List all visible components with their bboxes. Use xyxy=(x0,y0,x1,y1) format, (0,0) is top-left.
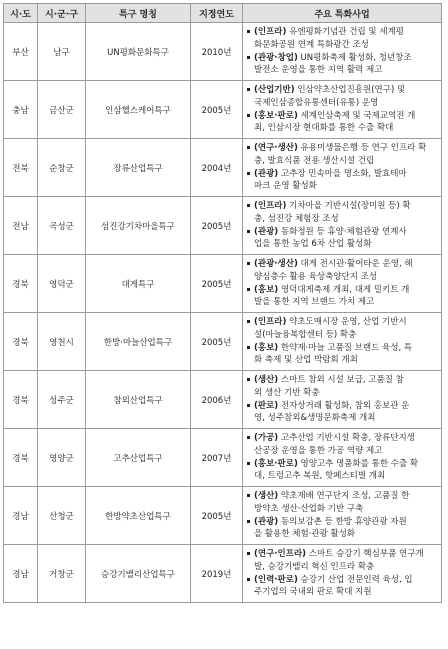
cell-year: 2004년 xyxy=(191,139,243,197)
cell-city: 순창군 xyxy=(38,139,86,197)
project-text: 국제인삼종합유통센터(유통) 운영 xyxy=(254,97,379,108)
project-bullet-line xyxy=(247,432,438,445)
project-category-tag: (가공) xyxy=(254,432,279,443)
project-continuation-line xyxy=(247,238,438,251)
cell-zone-name: 한방약초산업특구 xyxy=(86,487,191,545)
cell-city: 곡성군 xyxy=(38,197,86,255)
cell-year: 2005년 xyxy=(191,313,243,371)
project-continuation-line xyxy=(247,155,438,168)
project-bullet-line xyxy=(247,142,438,155)
cell-city: 금산군 xyxy=(38,81,86,139)
header-city: 시·군·구 xyxy=(38,4,86,23)
project-continuation-line xyxy=(247,528,438,541)
cell-city: 산청군 xyxy=(38,487,86,545)
cell-province: 부산 xyxy=(4,23,38,81)
project-bullet-line xyxy=(247,574,438,587)
project-bullet-line xyxy=(247,374,438,387)
project-category-tag: (관광·생산) xyxy=(254,258,298,269)
project-continuation-line xyxy=(247,354,438,367)
cell-year: 2007년 xyxy=(191,429,243,487)
project-text: 설(마늘융복합센터 등) 확충 xyxy=(254,329,357,340)
project-bullet-line xyxy=(247,110,438,123)
project-bullet-line xyxy=(247,548,438,561)
project-text: 방약초 생산·산업화 기반 구축 xyxy=(254,503,364,514)
project-text: 고추장 민속마을 명소화, 발효테마 xyxy=(278,168,407,179)
cell-main-projects xyxy=(243,545,442,603)
project-category-tag: (연구·생산) xyxy=(254,142,298,153)
cell-main-projects xyxy=(243,371,442,429)
project-continuation-line xyxy=(247,445,438,458)
project-continuation-line xyxy=(247,412,438,425)
cell-city: 남구 xyxy=(38,23,86,81)
cell-province: 전북 xyxy=(4,139,38,197)
cell-province: 경북 xyxy=(4,371,38,429)
cell-zone-name: 인삼헬스케어특구 xyxy=(86,81,191,139)
cell-province: 경남 xyxy=(4,487,38,545)
project-text: UN평화축제 활성화, 청년창조 xyxy=(297,52,412,63)
project-bullet-line xyxy=(247,258,438,271)
special-zone-table xyxy=(3,3,442,603)
cell-province: 경북 xyxy=(4,313,38,371)
project-text: 스마트 승강기 핵심부품 연구개 xyxy=(306,548,424,559)
project-category-tag: (홍보·판로) xyxy=(254,110,298,121)
cell-year: 2005년 xyxy=(191,197,243,255)
project-category-tag: (생산) xyxy=(254,374,279,385)
cell-main-projects xyxy=(243,255,442,313)
cell-zone-name: 참외산업특구 xyxy=(86,371,191,429)
cell-zone-name: 장류산업특구 xyxy=(86,139,191,197)
project-continuation-line xyxy=(247,470,438,483)
cell-city: 거창군 xyxy=(38,545,86,603)
project-bullet-line xyxy=(247,26,438,39)
project-text: 외 생산 기반 확충 xyxy=(254,387,320,398)
project-text: 충, 섬진강 체험장 조성 xyxy=(254,213,339,224)
project-text: 업을 통한 농업 6차 산업 활성화 xyxy=(254,239,372,250)
project-text: 유엔평화기념관 건립 및 세계평 xyxy=(286,26,404,37)
project-continuation-line xyxy=(247,586,438,599)
project-bullet-line xyxy=(247,458,438,471)
header-year: 지정연도 xyxy=(191,4,243,23)
project-text: 양심층수 활용 육상축양단지 조성 xyxy=(254,271,378,282)
project-bullet-line xyxy=(247,284,438,297)
cell-city: 영양군 xyxy=(38,429,86,487)
project-bullet-line xyxy=(247,316,438,329)
project-category-tag: (생산) xyxy=(254,490,279,501)
table-row xyxy=(4,81,442,139)
project-category-tag: (인프라) xyxy=(254,316,287,327)
project-continuation-line xyxy=(247,387,438,400)
cell-main-projects xyxy=(243,487,442,545)
cell-zone-name: 섬진강기차마을특구 xyxy=(86,197,191,255)
cell-year: 2005년 xyxy=(191,81,243,139)
project-category-tag: (홍보) xyxy=(254,284,279,295)
cell-year: 2005년 xyxy=(191,487,243,545)
cell-zone-name: UN평화문화특구 xyxy=(86,23,191,81)
cell-zone-name: 한방·마늘산업특구 xyxy=(86,313,191,371)
project-category-tag: (홍보) xyxy=(254,342,279,353)
project-text: 전자상거래 활성화, 참외 홍보관 운 xyxy=(278,400,410,411)
project-text: 을 활용한 체험·관광 활성화 xyxy=(254,529,356,540)
cell-province: 충남 xyxy=(4,81,38,139)
table-body xyxy=(4,23,442,603)
project-text: 발전소 운영을 통한 지역 활력 제고 xyxy=(254,65,383,76)
project-bullet-line xyxy=(247,490,438,503)
project-category-tag: (홍보·판로) xyxy=(254,458,298,469)
table-row xyxy=(4,371,442,429)
project-text: 인삼약초산업진흥원(연구) 및 xyxy=(294,84,406,95)
project-category-tag: (관광·창업) xyxy=(254,52,298,63)
project-continuation-line xyxy=(247,64,438,77)
project-text: 약초재배 연구단지 조성, 고품질 한 xyxy=(278,490,410,501)
project-text: 동의보감촌 등 한방 휴양관광 자원 xyxy=(278,516,407,527)
table-row xyxy=(4,545,442,603)
project-text: 영, 성주참외&생명문화축제 개최 xyxy=(254,413,376,424)
table-row xyxy=(4,313,442,371)
project-category-tag: (판로) xyxy=(254,400,279,411)
project-bullet-line xyxy=(247,400,438,413)
cell-main-projects xyxy=(243,197,442,255)
project-category-tag: (인프라) xyxy=(254,26,287,37)
project-text: 최, 인삼시장 현대화를 통한 수출 확대 xyxy=(254,123,394,134)
table-row xyxy=(4,139,442,197)
project-text: 대, 트렁고추 복원, 핫페스티벌 개최 xyxy=(254,471,386,482)
table-container xyxy=(3,3,442,603)
table-row xyxy=(4,255,442,313)
project-category-tag: (관광) xyxy=(254,226,279,237)
project-continuation-line xyxy=(247,329,438,342)
cell-city: 영덕군 xyxy=(38,255,86,313)
table-row xyxy=(4,429,442,487)
cell-main-projects xyxy=(243,81,442,139)
project-category-tag: (인프라) xyxy=(254,200,287,211)
header-province: 시·도 xyxy=(4,4,38,23)
project-continuation-line xyxy=(247,561,438,574)
project-bullet-line xyxy=(247,342,438,355)
project-continuation-line xyxy=(247,503,438,516)
project-category-tag: (인력·판로) xyxy=(254,574,298,585)
project-text: 주기업의 국내외 판로 확대 지원 xyxy=(254,587,372,598)
project-category-tag: (산업기반) xyxy=(254,84,295,95)
cell-main-projects xyxy=(243,23,442,81)
project-continuation-line xyxy=(247,180,438,193)
project-bullet-line xyxy=(247,226,438,239)
cell-year: 2010년 xyxy=(191,23,243,81)
project-text: 유용미생물은행 등 연구 인프라 확 xyxy=(297,142,427,153)
project-text: 세계인삼축제 및 국제교역전 개 xyxy=(297,110,416,121)
cell-zone-name: 대게특구 xyxy=(86,255,191,313)
table-row xyxy=(4,23,442,81)
project-bullet-line xyxy=(247,52,438,65)
cell-province: 전남 xyxy=(4,197,38,255)
project-text: 화 축제 및 산업 박람회 개최 xyxy=(254,355,358,366)
project-continuation-line xyxy=(247,296,438,309)
project-bullet-line xyxy=(247,516,438,529)
cell-main-projects xyxy=(243,139,442,197)
project-text: 영덕대게축제 개최, 대게 밀키트 개 xyxy=(278,284,410,295)
project-text: 승강기 산업 전문인력 육성, 입 xyxy=(297,574,413,585)
cell-city: 영천시 xyxy=(38,313,86,371)
project-bullet-line xyxy=(247,200,438,213)
header-row xyxy=(4,4,442,23)
cell-main-projects xyxy=(243,429,442,487)
project-category-tag: (관광) xyxy=(254,168,279,179)
project-continuation-line xyxy=(247,122,438,135)
project-bullet-line xyxy=(247,84,438,97)
project-text: 대게 전시관·활어타운 운영, 해 xyxy=(297,258,413,269)
table-row xyxy=(4,487,442,545)
project-text: 화문화공원 연계 특화광간 조성 xyxy=(254,39,369,50)
cell-province: 경남 xyxy=(4,545,38,603)
cell-province: 경북 xyxy=(4,429,38,487)
project-text: 발을 통한 지역 브랜드 가치 제고 xyxy=(254,297,375,308)
project-text: 동화정원 등 휴양·체험관광 연계사 xyxy=(278,226,407,237)
project-bullet-line xyxy=(247,168,438,181)
cell-province: 경북 xyxy=(4,255,38,313)
project-text: 고추산업 기반시설 확충, 장류단지생 xyxy=(278,432,415,443)
cell-zone-name: 고추산업특구 xyxy=(86,429,191,487)
project-text: 기차마을 기반시설(장미원 등) 확 xyxy=(286,200,411,211)
project-text: 영양고추 명품화를 통한 수출 확 xyxy=(297,458,419,469)
cell-year: 2005년 xyxy=(191,255,243,313)
cell-main-projects xyxy=(243,313,442,371)
project-continuation-line xyxy=(247,213,438,226)
project-category-tag: (관광) xyxy=(254,516,279,527)
header-main-projects: 주요 특화사업 xyxy=(243,4,442,23)
project-continuation-line xyxy=(247,271,438,284)
header-zone-name: 특구 명칭 xyxy=(86,4,191,23)
project-category-tag: (연구·인프라) xyxy=(254,548,307,559)
cell-zone-name: 승강기밸리산업특구 xyxy=(86,545,191,603)
table-row xyxy=(4,197,442,255)
project-text: 약초도매시장 운영, 산업 기반시 xyxy=(286,316,407,327)
project-text: 발, 승강기밸리 혁신 인프라 확충 xyxy=(254,561,375,572)
project-continuation-line xyxy=(247,97,438,110)
project-text: 스마트 참외 시설 보급, 고품질 참 xyxy=(278,374,404,385)
cell-city: 성주군 xyxy=(38,371,86,429)
project-continuation-line xyxy=(247,39,438,52)
project-text: 충, 발효식품 전용 생산시설 건립 xyxy=(254,155,375,166)
project-text: 한약재·마늘 고품질 브랜드 육성, 특 xyxy=(278,342,413,353)
project-text: 산공장 운영을 통한 가공 역량 제고 xyxy=(254,445,383,456)
project-text: 파크 운영 활성화 xyxy=(254,181,317,192)
cell-year: 2019년 xyxy=(191,545,243,603)
cell-year: 2006년 xyxy=(191,371,243,429)
